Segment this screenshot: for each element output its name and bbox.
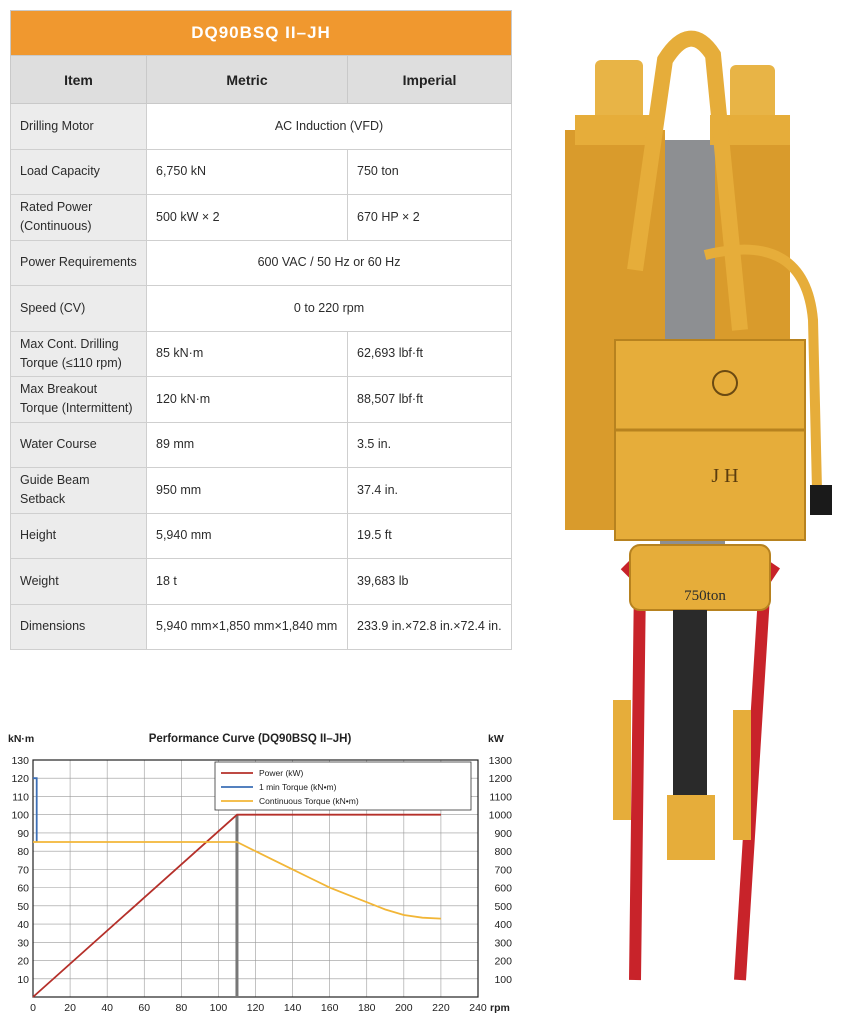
y-left-tick-label: 20	[17, 955, 29, 968]
y-right-tick-label: 1000	[488, 809, 512, 822]
row-value-metric: 5,940 mm	[147, 513, 348, 559]
row-value-metric: 120 kN·m	[147, 377, 348, 423]
row-label: Max Cont. Drilling Torque (≤110 rpm)	[11, 331, 147, 377]
y-left-axis-label: kN·m	[8, 733, 35, 745]
x-tick-label: 140	[283, 1002, 302, 1014]
y-right-tick-label: 1300	[488, 755, 512, 767]
row-value-imperial: 3.5 in.	[348, 422, 512, 468]
row-label: Height	[11, 513, 147, 559]
row-value-metric: 18 t	[147, 559, 348, 605]
row-value-metric: 5,940 mm×1,850 mm×1,840 mm	[147, 604, 348, 650]
row-label: Dimensions	[11, 604, 147, 650]
row-value-imperial: 37.4 in.	[348, 468, 512, 514]
table-row	[11, 331, 512, 377]
y-right-tick-label: 500	[494, 900, 512, 913]
legend-label: 1 min Torque (kN•m)	[259, 782, 337, 792]
right-cylinder	[733, 710, 751, 840]
gearbox	[615, 340, 805, 540]
row-value-metric: 6,750 kN	[147, 149, 348, 195]
x-tick-label: 80	[175, 1002, 188, 1014]
y-right-tick-label: 400	[494, 919, 512, 932]
row-value-imperial: 670 HP × 2	[348, 195, 512, 241]
row-label: Speed (CV)	[11, 286, 147, 332]
table-row	[11, 149, 512, 195]
top-drive-illustration	[555, 20, 845, 1005]
table-row	[11, 286, 512, 332]
row-label: Weight	[11, 559, 147, 605]
y-left-tick-label: 120	[11, 773, 29, 786]
row-value-imperial: 39,683 lb	[348, 559, 512, 605]
row-value-imperial: 19.5 ft	[348, 513, 512, 559]
spec-table	[10, 10, 512, 650]
hose-end	[810, 485, 832, 515]
x-tick-label: 160	[320, 1002, 339, 1014]
row-value-metric: 89 mm	[147, 422, 348, 468]
x-tick-label: 60	[138, 1002, 151, 1014]
x-tick-label: 120	[246, 1002, 265, 1014]
column-header-imperial: Imperial	[348, 56, 512, 104]
y-right-tick-label: 800	[494, 846, 512, 859]
y-right-axis-label: kW	[488, 733, 504, 745]
legend-label: Power (kW)	[259, 768, 304, 778]
table-row	[11, 513, 512, 559]
row-value-imperial: 88,507 lbf·ft	[348, 377, 512, 423]
y-right-tick-label: 1200	[488, 773, 512, 786]
row-label: Max Breakout Torque (Intermittent)	[11, 377, 147, 423]
x-axis-label: rpm	[490, 1002, 510, 1014]
main-shaft	[673, 610, 707, 810]
row-value-merged: AC Induction (VFD)	[147, 104, 512, 150]
legend-label: Continuous Torque (kN•m)	[259, 796, 359, 806]
row-label: Rated Power (Continuous)	[11, 195, 147, 241]
x-tick-label: 40	[101, 1002, 114, 1014]
y-right-tick-label: 700	[494, 864, 512, 877]
row-value-imperial: 233.9 in.×72.8 in.×72.4 in.	[348, 604, 512, 650]
x-tick-label: 100	[209, 1002, 228, 1014]
y-left-tick-label: 10	[17, 973, 29, 986]
table-title: DQ90BSQ II–JH	[11, 11, 512, 56]
y-left-tick-label: 70	[17, 864, 29, 877]
row-value-merged: 600 VAC / 50 Hz or 60 Hz	[147, 240, 512, 286]
y-right-tick-label: 900	[494, 827, 512, 840]
saver-sub	[667, 795, 715, 860]
y-left-tick-label: 60	[17, 882, 29, 895]
y-right-tick-label: 100	[494, 973, 512, 986]
y-left-tick-label: 30	[17, 937, 29, 950]
x-tick-label: 0	[30, 1002, 36, 1014]
left-cylinder	[613, 700, 631, 820]
column-header-metric: Metric	[147, 56, 348, 104]
y-left-tick-label: 100	[11, 809, 29, 822]
row-value-metric: 500 kW × 2	[147, 195, 348, 241]
table-row	[11, 468, 512, 514]
x-tick-label: 20	[64, 1002, 76, 1014]
y-left-tick-label: 110	[12, 791, 29, 804]
row-value-metric: 950 mm	[147, 468, 348, 514]
row-label: Drilling Motor	[11, 104, 147, 150]
row-label: Load Capacity	[11, 149, 147, 195]
x-tick-label: 240	[469, 1002, 487, 1014]
table-row	[11, 104, 512, 150]
chart-title: Performance Curve (DQ90BSQ II–JH)	[148, 733, 352, 745]
table-row	[11, 195, 512, 241]
table-row	[11, 559, 512, 605]
row-label: Guide Beam Setback	[11, 468, 147, 514]
y-right-tick-label: 600	[494, 882, 512, 895]
performance-chart	[0, 725, 520, 1020]
table-row	[11, 377, 512, 423]
y-left-tick-label: 130	[11, 755, 29, 767]
y-left-tick-label: 90	[17, 827, 29, 840]
row-value-metric: 85 kN·m	[147, 331, 348, 377]
table-row	[11, 604, 512, 650]
gearbox-lettering: J H	[711, 465, 739, 487]
row-value-imperial: 62,693 lbf·ft	[348, 331, 512, 377]
y-left-tick-label: 50	[17, 900, 29, 913]
x-tick-label: 180	[357, 1002, 376, 1014]
row-value-imperial: 750 ton	[348, 149, 512, 195]
row-label: Power Requirements	[11, 240, 147, 286]
table-row	[11, 240, 512, 286]
column-header-item: Item	[11, 56, 147, 104]
row-value-merged: 0 to 220 rpm	[147, 286, 512, 332]
x-tick-label: 220	[432, 1002, 450, 1014]
y-right-tick-label: 200	[494, 955, 512, 968]
y-right-tick-label: 1100	[489, 791, 512, 804]
y-right-tick-label: 300	[494, 937, 512, 950]
row-label: Water Course	[11, 422, 147, 468]
y-left-tick-label: 40	[17, 919, 29, 932]
y-left-tick-label: 80	[17, 846, 29, 859]
table-row	[11, 422, 512, 468]
rating-plate: 750ton	[684, 588, 726, 604]
x-tick-label: 200	[395, 1002, 413, 1014]
